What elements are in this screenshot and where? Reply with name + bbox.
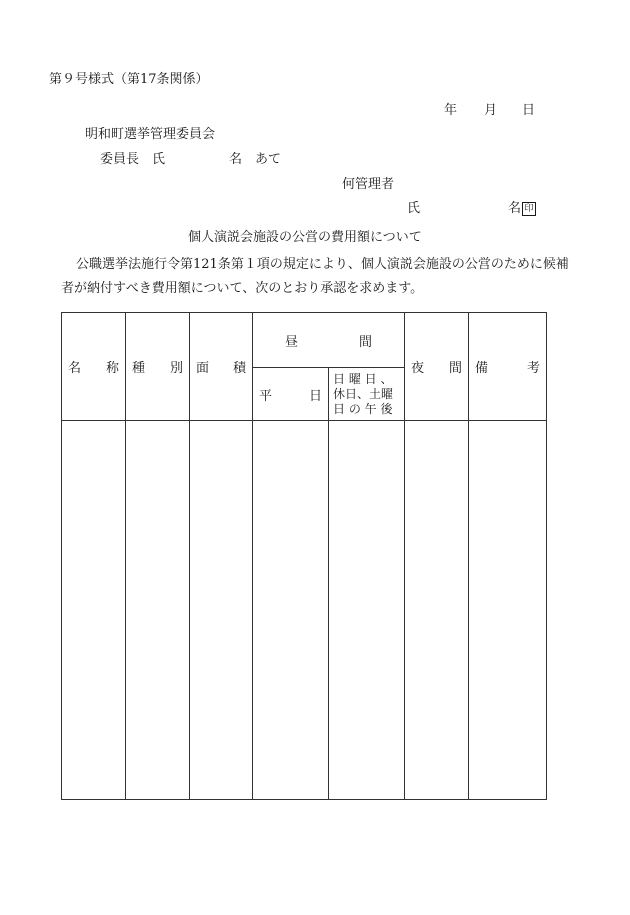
entry-area[interactable] — [190, 421, 253, 800]
sender-name-prefix: 氏 — [407, 201, 421, 216]
header-type — [126, 313, 190, 421]
entry-weekday[interactable] — [253, 421, 329, 800]
header-weekday — [253, 368, 329, 421]
date-month: 月 — [484, 103, 498, 118]
entry-type[interactable] — [126, 421, 190, 800]
header-daytime-a: 昼 — [285, 334, 299, 350]
header-name-b: 称 — [105, 361, 119, 376]
header-daytime-b: 間 — [358, 334, 372, 350]
header-type-b: 別 — [169, 361, 183, 376]
header-area-a: 面 — [196, 361, 210, 376]
body-line-1: 公職選挙法施行令第121条第１項の規定により、個人演説会施設の公営のために候補 — [76, 257, 569, 272]
sender-name-suffix — [508, 201, 536, 217]
header-daytime — [253, 313, 405, 368]
date-day: 日 — [522, 103, 536, 118]
header-night-b: 間 — [448, 361, 462, 376]
body-line-2: 者が納付すべき費用額について、次のとおり承認を求めます。 — [61, 281, 424, 296]
header-name — [62, 313, 126, 421]
header-area — [190, 313, 253, 421]
date-year: 年 — [444, 103, 458, 118]
entry-night[interactable] — [405, 421, 469, 800]
header-weekday-a: 平 — [259, 388, 273, 404]
header-night — [405, 313, 469, 421]
sender-title: 何管理者 — [342, 177, 395, 192]
entry-holiday[interactable] — [329, 421, 405, 800]
addressee-chair-suffix: 名 あて — [229, 152, 282, 167]
addressee-chair-prefix: 委員長 氏 — [100, 152, 166, 167]
sender-name-suffix-text: 名 — [508, 201, 522, 216]
entry-remarks[interactable] — [469, 421, 547, 800]
header-remarks — [469, 313, 547, 421]
header-holiday-line-2: 休日、土曜 — [333, 386, 394, 401]
entry-name[interactable] — [62, 421, 126, 800]
header-remarks-a: 備 — [475, 361, 489, 376]
header-remarks-b: 考 — [526, 361, 540, 376]
subject-title: 個人演説会施設の公営の費用額について — [188, 230, 422, 245]
addressee-committee: 明和町選挙管理委員会 — [85, 127, 216, 142]
header-area-b: 積 — [232, 361, 246, 376]
seal-mark: 印 — [522, 202, 536, 216]
header-holiday-line-3: 日 の 午 後 — [333, 401, 393, 416]
header-night-a: 夜 — [411, 361, 425, 376]
header-holiday — [329, 368, 405, 421]
header-type-a: 種 — [132, 361, 146, 376]
form-number: 第９号様式（第17条関係） — [49, 72, 209, 87]
header-name-a: 名 — [68, 361, 82, 376]
header-holiday-line-1: 日 曜 日 、 — [333, 371, 393, 386]
header-weekday-b: 日 — [308, 388, 322, 404]
fee-table — [61, 312, 547, 800]
